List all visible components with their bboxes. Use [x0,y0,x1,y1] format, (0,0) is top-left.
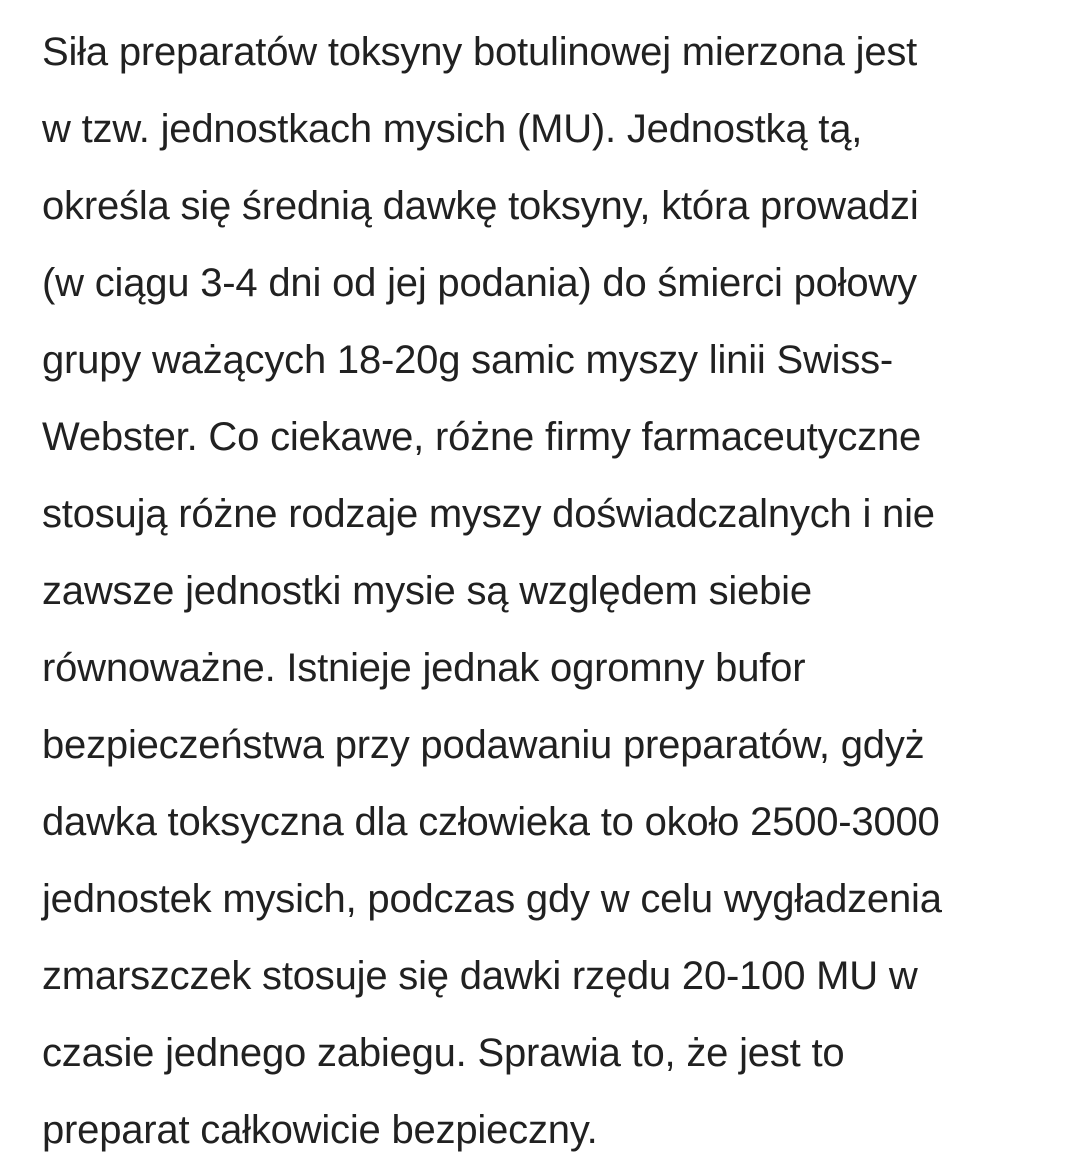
paragraph-line: (w ciągu 3-4 dni od jej podania) do śmierci połowy [42,261,917,305]
paragraph-line: Webster. Co ciekawe, różne firmy farmaceutyczne [42,415,922,459]
paragraph-line: Siła preparatów toksyny botulinowej mierzona jest [42,30,918,74]
paragraph-line: grupy ważących 18-20g samic myszy linii Swiss- [42,338,894,382]
paragraph-line: w tzw. jednostkach mysich (MU). Jednostką tą, [42,107,863,151]
paragraph-line: stosują różne rodzaje myszy doświadczalnych i nie [42,492,935,536]
paragraph-line: czasie jednego zabiegu. Sprawia to, że jest to [42,1031,845,1075]
paragraph-line: dawka toksyczna dla człowieka to około 2500-3000 [42,800,940,844]
paragraph-line: bezpieczeństwa przy podawaniu preparatów, gdyż [42,723,925,767]
paragraph-line: równoważne. Istnieje jednak ogromny bufor [42,646,806,690]
paragraph-line: jednostek mysich, podczas gdy w celu wygładzenia [42,877,942,921]
paragraph-line: zmarszczek stosuje się dawki rzędu 20-100 MU w [42,954,918,998]
paragraph-line: zawsze jednostki mysie są względem siebie [42,569,812,613]
paragraph-line: preparat całkowicie bezpieczny. [42,1108,598,1152]
paragraph-line: określa się średnią dawkę toksyny, która prowadzi [42,184,919,228]
